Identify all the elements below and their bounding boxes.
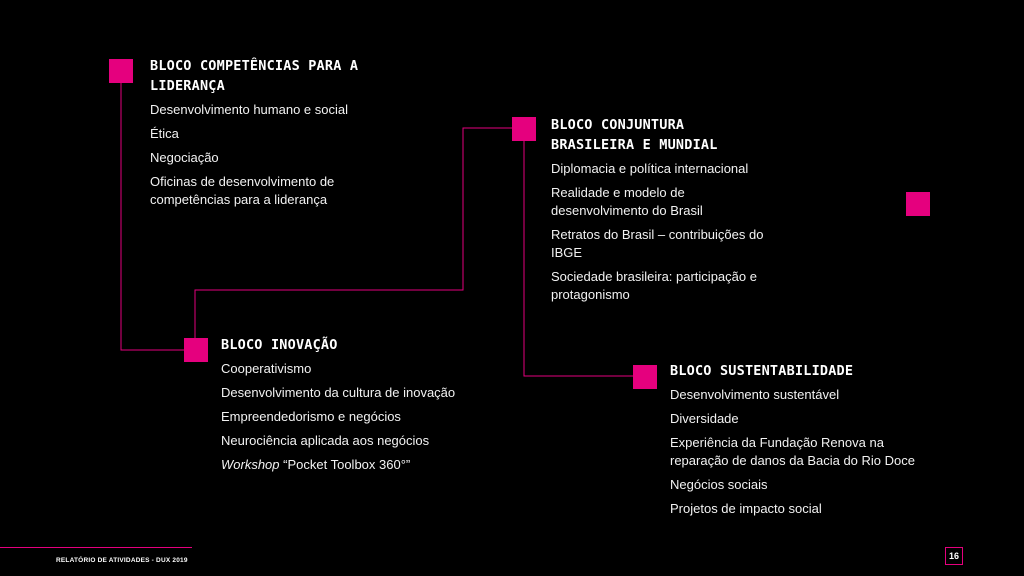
- list-item: Retratos do Brasil – contribuições do IBGE: [551, 227, 764, 260]
- list-item: Sociedade brasileira: participação e protagonismo: [551, 269, 757, 302]
- block-lideranca-title: BLOCO COMPETÊNCIAS PARA A LIDERANÇA: [150, 58, 359, 94]
- list-item: Negociação: [150, 150, 219, 165]
- block-inovacao-title: BLOCO INOVAÇÃO: [221, 337, 338, 353]
- list-item: Ética: [150, 126, 179, 141]
- block-conjuntura-list: [551, 160, 791, 304]
- footer-divider: [0, 547, 192, 548]
- page-number: 16: [945, 547, 963, 565]
- list-item: Neurociência aplicada aos negócios: [221, 433, 430, 448]
- list-item: Desenvolvimento humano e social: [150, 102, 348, 117]
- marker-square-inovacao: [184, 338, 208, 362]
- marker-square-conjuntura: [512, 117, 536, 141]
- block-sustentabilidade: [670, 361, 940, 524]
- list-item: Diplomacia e política internacional: [551, 161, 749, 176]
- workshop-title: “Pocket Toolbox 360°”: [279, 457, 411, 472]
- block-conjuntura-title: BLOCO CONJUNTURA BRASILEIRA E MUNDIAL: [551, 117, 718, 153]
- list-item: Desenvolvimento da cultura de inovação: [221, 385, 456, 400]
- list-item: Empreendedorismo e negócios: [221, 409, 401, 424]
- block-sustentabilidade-list: [670, 386, 940, 518]
- list-item: Realidade e modelo de desenvolvimento do Brasil: [551, 185, 703, 218]
- marker-square-lideranca: [109, 59, 133, 83]
- list-item: Negócios sociais: [670, 477, 768, 492]
- workshop-prefix: Workshop: [221, 457, 280, 472]
- list-item: Oficinas de desenvolvimento de competências para a liderança: [150, 174, 335, 207]
- list-item: Cooperativismo: [221, 361, 312, 376]
- block-lideranca: [150, 56, 400, 215]
- block-conjuntura: [551, 115, 791, 310]
- list-item: Diversidade: [670, 411, 739, 426]
- list-item: Projetos de impacto social: [670, 501, 822, 516]
- block-lideranca-list: [150, 101, 400, 209]
- list-item: Desenvolvimento sustentável: [670, 387, 840, 402]
- marker-square-sustentabilidade: [633, 365, 657, 389]
- list-item: Experiência da Fundação Renova na reparação de danos da Bacia do Rio Doce: [670, 435, 915, 468]
- block-inovacao-list: [221, 360, 491, 474]
- marker-square-decorative: [906, 192, 930, 216]
- block-inovacao: [221, 335, 491, 480]
- block-sustentabilidade-title: BLOCO SUSTENTABILIDADE: [670, 363, 854, 379]
- list-item-workshop: [221, 456, 491, 474]
- footer-report-label: RELATÓRIO DE ATIVIDADES - DUX 2019: [56, 557, 188, 564]
